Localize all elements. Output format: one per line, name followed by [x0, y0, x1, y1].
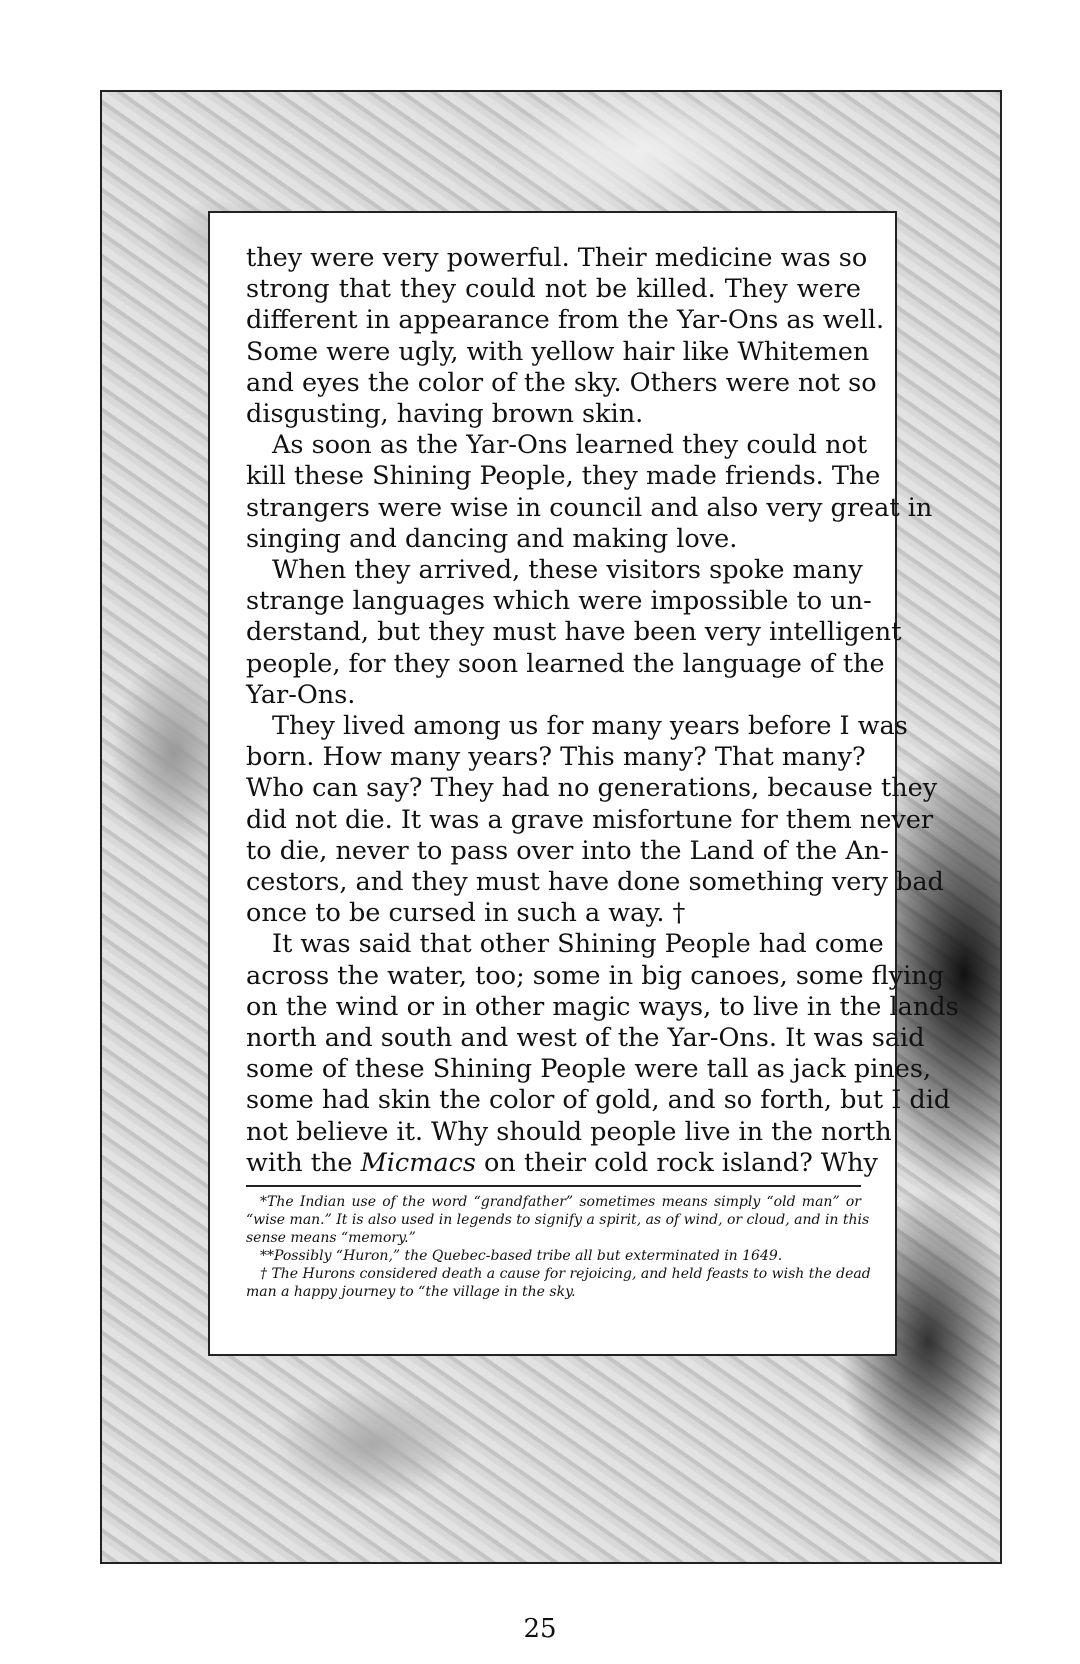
footnote-line: *The Indian use of the word “grandfather” sometimes means simply “old man” or — [260, 1194, 861, 1211]
footnotes — [246, 1193, 871, 1301]
body-line: Yar-Ons. — [246, 679, 356, 710]
body-line: they were very powerful. Their medicine was so — [246, 243, 868, 273]
page-number: 25 — [523, 1614, 557, 1644]
body-line: cestors, and they must have done something very bad — [246, 867, 944, 898]
footnote-line: † The Hurons considered death a cause for rejoicing, and held feasts to wish the dead — [260, 1266, 871, 1283]
body-line: Who can say? They had no generations, because they — [246, 773, 938, 804]
body-line: strange languages which were impossible to un- — [246, 586, 872, 617]
body-line: It was said that other Shining People had come — [272, 929, 884, 960]
body-line: across the water, too; some in big canoes, some flying — [246, 960, 944, 991]
footnote-line: “wise man.” It is also used in legends to signify a spirit, as of wind, or cloud, and in this — [246, 1212, 870, 1229]
text-panel — [208, 211, 959, 1356]
body-line: As soon as the Yar-Ons learned they could not — [272, 430, 868, 461]
italic-term: Micmacs — [360, 1147, 476, 1178]
body-line: people, for they soon learned the language of the — [246, 648, 885, 679]
body-line: strong that they could not be killed. They were — [246, 274, 861, 305]
body-line: derstand, but they must have been very intelligent — [246, 617, 902, 648]
body-line: north and south and west of the Yar-Ons. It was said — [246, 1023, 925, 1054]
footnote — [246, 1193, 870, 1247]
body-line: once to be cursed in such a way. † — [246, 898, 686, 929]
body-line: on the wind or in other magic ways, to live in the lands — [246, 991, 959, 1022]
body-line: to die, never to pass over into the Land of the An- — [246, 835, 889, 866]
body-line: some had skin the color of gold, and so forth, but I did — [246, 1085, 951, 1116]
footnote — [246, 1265, 871, 1301]
footnote-line: sense means “memory.” — [246, 1230, 416, 1247]
body-line: strangers were wise in council and also very great in — [246, 492, 933, 523]
body-line: When they arrived, these visitors spoke many — [272, 555, 863, 586]
body-line: with the Micmacs on their cold rock island? Why — [246, 1147, 878, 1178]
footnote-line: **Possibly “Huron,” the Quebec-based tribe all but exterminated in 1649. — [260, 1248, 783, 1265]
body-line: singing and dancing and making love. — [246, 523, 738, 554]
body-line: not believe it. Why should people live in the north — [246, 1116, 892, 1147]
body-line: some of these Shining People were tall as jack pines, — [246, 1054, 932, 1085]
footnote-line: man a happy journey to “the village in the sky. — [246, 1284, 576, 1301]
body-line: and eyes the color of the sky. Others were not so — [246, 367, 877, 398]
body-line: born. How many years? This many? That many? — [246, 742, 866, 773]
body-line: Some were ugly, with yellow hair like Whitemen — [246, 336, 870, 367]
body-line: They lived among us for many years before I was — [272, 711, 908, 742]
body-line: kill these Shining People, they made friends. The — [246, 461, 881, 492]
body-line: did not die. It was a grave misfortune for them never — [246, 804, 934, 835]
footnote-divider — [246, 1185, 861, 1187]
footnote — [246, 1247, 861, 1265]
body-line: different in appearance from the Yar-Ons as well. — [246, 305, 885, 336]
body-text — [246, 243, 959, 1148]
body-line: disgusting, having brown skin. — [246, 399, 644, 430]
